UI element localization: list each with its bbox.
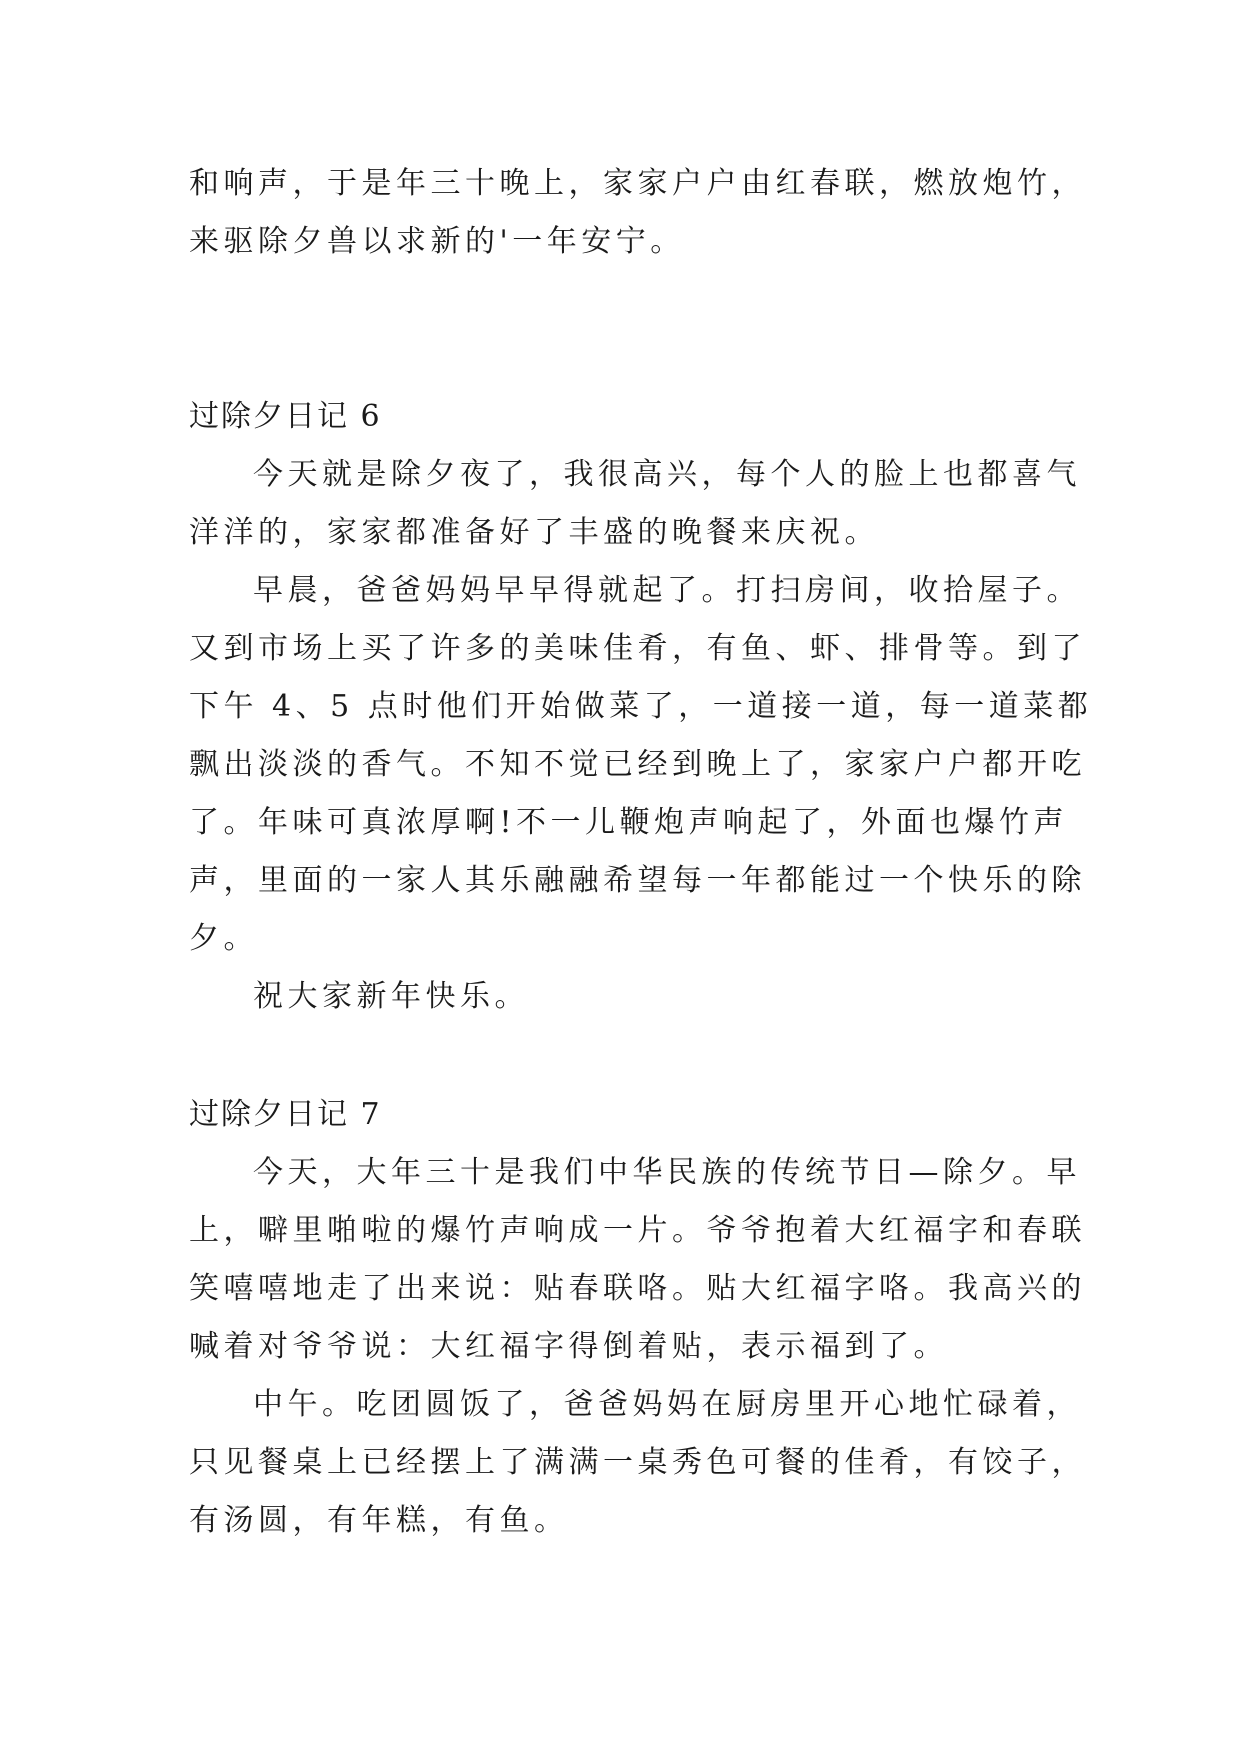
text-line: 上，噼里啪啦的爆竹声响成一片。爷爷抱着大红福字和春联 xyxy=(189,1213,1086,1248)
text-line: 有汤圆，有年糕，有鱼。 xyxy=(189,1503,569,1538)
text-line: 又到市场上买了许多的美味佳肴，有鱼、虾、排骨等。到了 xyxy=(189,631,1086,666)
text-line: 只见餐桌上已经摆上了满满一桌秀色可餐的佳肴，有饺子， xyxy=(189,1445,1086,1480)
paragraph xyxy=(189,1144,1086,1376)
text-line: 今天，大年三十是我们中华民族的传统节日—除夕。早 xyxy=(253,1155,1081,1190)
text-line: 飘出淡淡的香气。不知不觉已经到晚上了，家家户户都开吃 xyxy=(189,747,1086,782)
paragraph xyxy=(189,446,1081,562)
diary-entry-7 xyxy=(189,1086,1086,1550)
text-line: 来驱除夕兽以求新的'一年安宁。 xyxy=(189,224,685,259)
text-line: 声，里面的一家人其乐融融希望每一年都能过一个快乐的除 xyxy=(189,863,1086,898)
text-line: 了。年味可真浓厚啊!不一儿鞭炮声响起了，外面也爆竹声 xyxy=(189,805,1069,840)
text-line: 笑嘻嘻地走了出来说：贴春联咯。贴大红福字咯。我高兴的 xyxy=(189,1271,1086,1306)
text-line: 喊着对爷爷说：大红福字得倒着贴，表示福到了。 xyxy=(189,1329,948,1364)
text-line: 祝大家新年快乐。 xyxy=(253,979,529,1014)
text-line: 洋洋的，家家都准备好了丰盛的晚餐来庆祝。 xyxy=(189,515,879,550)
text-line: 夕。 xyxy=(189,921,258,956)
text-line: 和响声，于是年三十晚上，家家户户由红春联，燃放炮竹， xyxy=(189,166,1086,201)
text-line: 下午 4、5 点时他们开始做菜了，一道接一道，每一道菜都 xyxy=(189,689,1093,724)
text-line: 中午。吃团圆饭了，爸爸妈妈在厨房里开心地忙碌着， xyxy=(253,1387,1081,1422)
entry-title: 过除夕日记 7 xyxy=(189,1097,382,1132)
paragraph xyxy=(189,562,1093,968)
closing-paragraph xyxy=(189,968,1069,1026)
text-line: 今天就是除夕夜了，我很高兴，每个人的脸上也都喜气 xyxy=(253,457,1081,492)
paragraph xyxy=(189,1376,1086,1550)
text-line: 早晨，爸爸妈妈早早得就起了。打扫房间，收拾屋子。 xyxy=(253,573,1081,608)
intro-paragraph xyxy=(189,155,1086,271)
entry-title: 过除夕日记 6 xyxy=(189,399,382,434)
diary-entry-6 xyxy=(189,388,1093,968)
